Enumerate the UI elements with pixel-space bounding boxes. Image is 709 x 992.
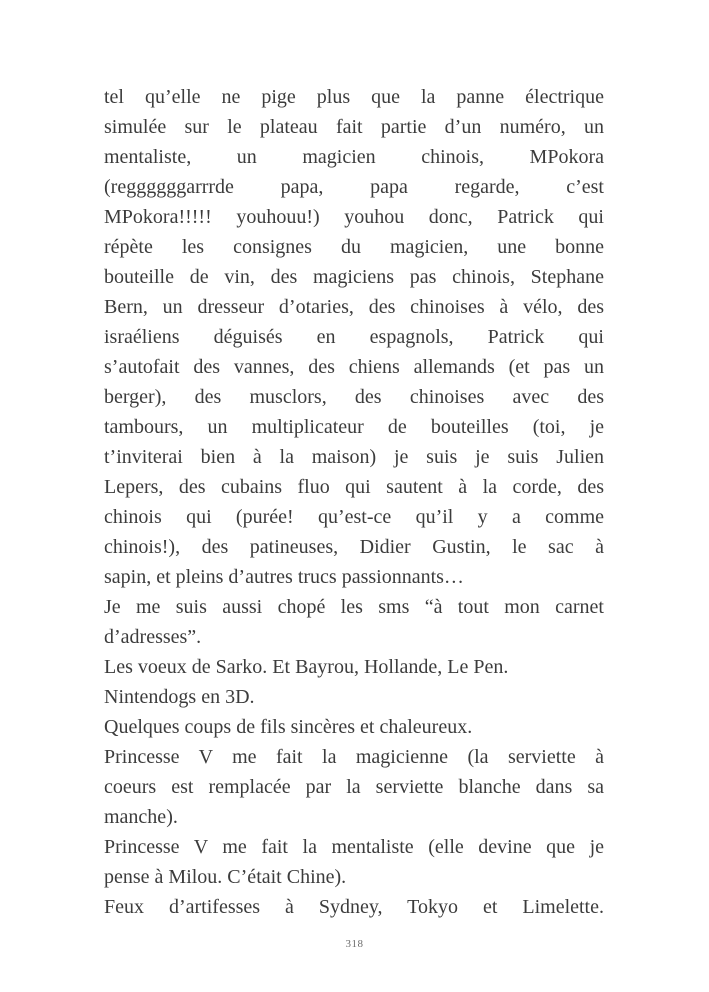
text-line: répète les consignes du magicien, une bonne bbox=[104, 236, 604, 258]
text-line: Je me suis aussi chopé les sms “à tout mon carnet bbox=[104, 596, 604, 618]
text-block bbox=[104, 82, 604, 922]
text-line: tel qu’elle ne pige plus que la panne électrique bbox=[104, 86, 604, 108]
text-line: manche). bbox=[104, 806, 178, 828]
text-line: Feux d’artifesses à Sydney, Tokyo et Limelette. bbox=[104, 896, 604, 918]
text-line: d’adresses”. bbox=[104, 626, 202, 648]
text-line: t’inviterai bien à la maison) je suis je suis Julien bbox=[104, 446, 604, 468]
text-line: bouteille de vin, des magiciens pas chinois, Stephane bbox=[104, 266, 604, 288]
text-line: Princesse V me fait la mentaliste (elle devine que je bbox=[104, 836, 604, 858]
text-line: pense à Milou. C’était Chine). bbox=[104, 866, 347, 888]
text-line: Lepers, des cubains fluo qui sautent à la corde, des bbox=[104, 476, 604, 498]
text-line: Nintendogs en 3D. bbox=[104, 686, 255, 708]
text-line: MPokora!!!!! youhouu!) youhou donc, Patrick qui bbox=[104, 206, 604, 228]
text-line: Quelques coups de fils sincères et chaleureux. bbox=[104, 716, 473, 738]
text-line: s’autofait des vannes, des chiens allemands (et pas un bbox=[104, 356, 604, 378]
text-line: coeurs est remplacée par la serviette blanche dans sa bbox=[104, 776, 604, 798]
text-line: Bern, un dresseur d’otaries, des chinoises à vélo, des bbox=[104, 296, 604, 318]
page-number: 318 bbox=[345, 938, 364, 950]
text-line: Princesse V me fait la magicienne (la serviette à bbox=[104, 746, 604, 768]
text-line: tambours, un multiplicateur de bouteilles (toi, je bbox=[104, 416, 604, 438]
text-line: simulée sur le plateau fait partie d’un numéro, un bbox=[104, 116, 604, 138]
text-line: sapin, et pleins d’autres trucs passionnants… bbox=[104, 566, 464, 588]
text-line: israéliens déguisés en espagnols, Patrick qui bbox=[104, 326, 604, 348]
text-line: Les voeux de Sarko. Et Bayrou, Hollande, Le Pen. bbox=[104, 656, 509, 678]
text-line: berger), des musclors, des chinoises avec des bbox=[104, 386, 604, 408]
text-line: chinois qui (purée! qu’est-ce qu’il y a comme bbox=[104, 506, 604, 528]
text-line: mentaliste, un magicien chinois, MPokora bbox=[104, 146, 604, 168]
text-line: chinois!), des patineuses, Didier Gustin, le sac à bbox=[104, 536, 604, 558]
text-line: (reggggggarrrde papa, papa regarde, c’est bbox=[104, 176, 604, 198]
